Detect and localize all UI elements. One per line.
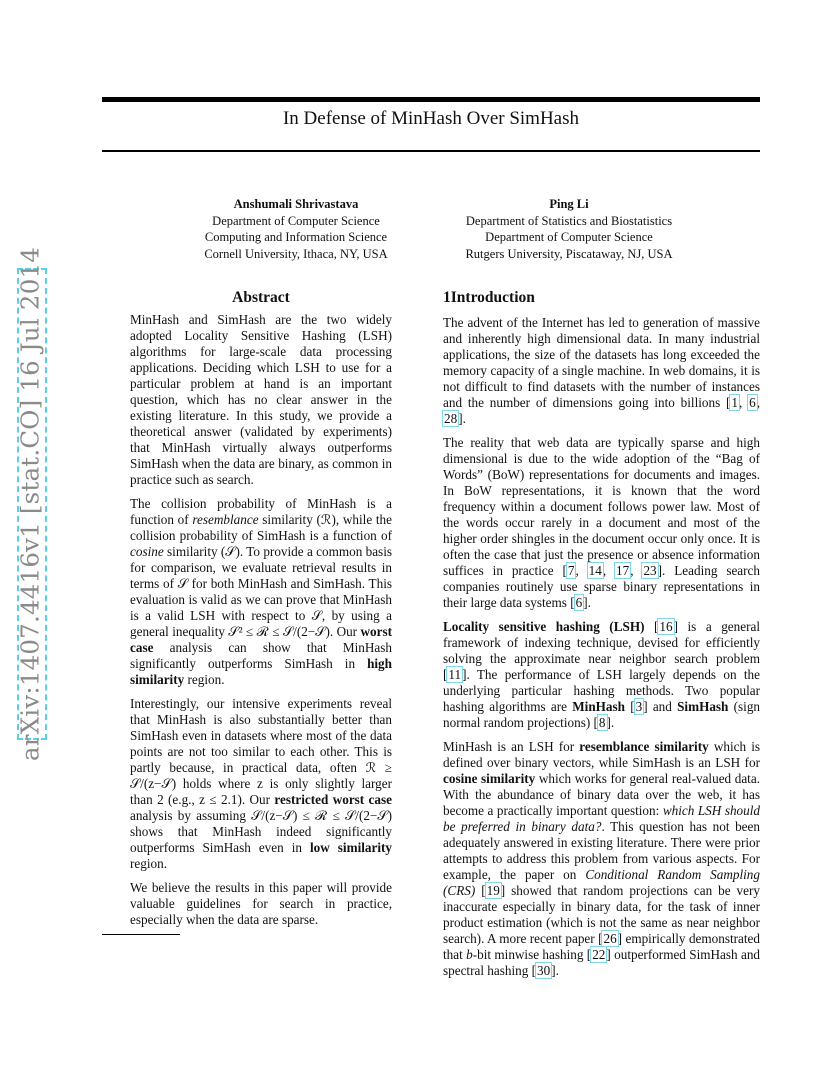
intro-paragraph bbox=[443, 435, 760, 611]
author-affiliation: Cornell University, Ithaca, NY, USA bbox=[204, 246, 388, 261]
text-run: analysis can show that MinHash significantly outperforms SimHash in bbox=[130, 640, 392, 671]
text-run: , bbox=[602, 563, 616, 578]
text-run: , bbox=[630, 563, 643, 578]
section-number: 1 bbox=[443, 289, 451, 306]
citation-link[interactable]: 17 bbox=[616, 563, 630, 578]
abstract-paragraph bbox=[130, 496, 392, 688]
text-run: which LSH should be preferred in binary data? bbox=[443, 803, 761, 834]
text-run: ]. Leading search companies routinely use sparse binary representations in their large data systems [ bbox=[443, 563, 761, 610]
text-run: cosine bbox=[130, 544, 164, 559]
abstract-paragraph bbox=[130, 696, 392, 872]
footnote-rule bbox=[102, 934, 180, 935]
citation-link[interactable]: 7 bbox=[567, 563, 575, 578]
intro-paragraph bbox=[443, 315, 760, 427]
text-run: (sign normal random projections) [ bbox=[443, 699, 761, 730]
text-run: resemblance bbox=[192, 512, 259, 527]
citation-link[interactable]: 1 bbox=[731, 395, 739, 410]
paper-title: In Defense of MinHash Over SimHash bbox=[282, 108, 580, 129]
author-affiliation: Department of Computer Science bbox=[212, 213, 380, 228]
abstract-paragraph: We believe the results in this paper will provide valuable guidelines for search in practice, especially when the data are sparse. bbox=[130, 880, 392, 927]
author-affiliation: Department of Computer Science bbox=[485, 230, 653, 244]
citation-link[interactable]: 28 bbox=[444, 411, 458, 426]
author-block-1 bbox=[152, 196, 440, 262]
citation-link[interactable]: 11 bbox=[448, 667, 462, 682]
text-run: [ bbox=[624, 699, 635, 714]
author-affiliation: Department of Statistics and Biostatistics bbox=[465, 213, 673, 228]
text-run: SimHash bbox=[677, 699, 729, 714]
section-heading bbox=[443, 290, 760, 306]
author-affiliation: Rutgers University, Piscataway, NJ, USA bbox=[465, 246, 673, 261]
text-run: Interestingly, our intensive experiments reveal that MinHash is also substantially better than SimHash even in datasets where most of the data points are not too similar to each other. This is partly because, in practical data, often ℛ ≥ 𝒮/(z−𝒮) holds where z is only slightly larger than 2 (e.g., z ≤ 2.1). Our bbox=[130, 696, 392, 807]
citation-link[interactable]: 16 bbox=[659, 619, 673, 634]
text-run: Conditional Random Sampling (CRS) bbox=[443, 867, 760, 898]
abstract-column bbox=[130, 290, 392, 936]
text-run: cosine similarity bbox=[443, 771, 536, 786]
citation-link[interactable]: 3 bbox=[635, 699, 643, 714]
text-run: The reality that web data are typically sparse and high dimensional is due to the wide adoption of the “Bag of Words” (BoW) representations for documents and images. In BoW representations, it is known that the word frequency within a document follows power law. Most of the words occur rarely in a document and most of the higher order shingles in the document occur only once. It is often the case that just the presence or absence information suffices in practice [ bbox=[443, 435, 760, 578]
text-run: MinHash is an LSH for bbox=[443, 739, 580, 754]
text-run: high similarity bbox=[130, 656, 392, 687]
introduction-column bbox=[443, 290, 760, 987]
abstract-paragraph: MinHash and SimHash are the two widely adopted Locality Sensitive Hashing (LSH) algorithms for large-scale data processing applications. Deciding which LSH to use for a particular problem at hand is an important question, which has no clear answer in the existing literature. In this study, we provide a theoretical answer (validated by experiments) that MinHash virtually always outperforms SimHash when the data are binary, as common in practice such as search. bbox=[130, 312, 392, 487]
author-name: Anshumali Shrivastava bbox=[233, 197, 359, 211]
text-run: ] empirically demonstrated that bbox=[443, 931, 760, 962]
text-run: worst case bbox=[130, 624, 392, 655]
text-run: b bbox=[466, 947, 473, 962]
text-run: ] and bbox=[643, 699, 678, 714]
text-run: , bbox=[575, 563, 588, 578]
arxiv-sidebar[interactable] bbox=[6, 246, 54, 762]
text-run: . This question has not been adequately answered in existing literature. There were prior attempts to address this problem from various aspects. For example, the paper on bbox=[443, 819, 760, 882]
citation-link[interactable]: 22 bbox=[592, 947, 606, 962]
text-run: region. bbox=[184, 672, 225, 687]
intro-paragraph bbox=[443, 739, 760, 979]
text-run: resemblance similarity bbox=[579, 739, 709, 754]
text-run: ]. bbox=[583, 595, 591, 610]
text-run: ] outperformed SimHash and spectral hashing [ bbox=[443, 947, 761, 978]
text-run: ]. bbox=[606, 715, 615, 730]
text-run: , bbox=[739, 395, 749, 410]
text-run: similarity (ℛ), while the collision probability of SimHash is a function of bbox=[130, 512, 393, 543]
text-run: The collision probability of MinHash is a function of bbox=[130, 496, 392, 527]
citation-link[interactable]: 8 bbox=[598, 715, 606, 730]
author-block-2 bbox=[430, 196, 708, 262]
citation-link[interactable]: 14 bbox=[588, 563, 602, 578]
text-run: MinHash bbox=[572, 699, 625, 714]
section-title: Introduction bbox=[450, 289, 535, 306]
text-run: ] showed that random projections can be very inaccurate especially in binary data, for the task of inner product estimation (which is not the same as near neighbor search). A more recent paper [ bbox=[443, 883, 760, 946]
text-run: analysis by assuming 𝒮/(z−𝒮) ≤ ℛ ≤ 𝒮/(2−𝒮) shows that MinHash indeed significantly outperforms SimHash even in bbox=[130, 808, 392, 855]
text-run: which is defined over binary vectors, while SimHash is an LSH for bbox=[443, 739, 761, 770]
text-run: ]. bbox=[551, 963, 559, 978]
text-run: ] is a general framework of indexing technique, devised for efficiently solving the approximate near neighbor search problem [ bbox=[443, 619, 760, 682]
text-run: Locality sensitive hashing (LSH) bbox=[443, 619, 645, 634]
citation-link[interactable]: 26 bbox=[603, 931, 617, 946]
citation-link[interactable]: 6 bbox=[749, 395, 756, 410]
intro-paragraph bbox=[443, 619, 760, 731]
citation-link[interactable]: 6 bbox=[575, 595, 583, 610]
abstract-heading: Abstract bbox=[232, 289, 290, 306]
text-run: region. bbox=[130, 856, 167, 871]
text-run: -bit minwise hashing [ bbox=[472, 947, 592, 962]
text-run: ]. bbox=[458, 411, 466, 426]
text-run: The advent of the Internet has led to generation of massive and inherently high dimensional data. In many industrial applications, the size of the datasets has long exceeded the memory capacity of a single machine. In web domains, it is not difficult to find datasets with the number of instances and the number of dimensions going into billions [ bbox=[443, 315, 760, 410]
title-bottom-rule bbox=[102, 150, 760, 152]
text-run: similarity (𝒮). To provide a common basis for comparison, we evaluate retrieval results in terms of 𝒮 for both MinHash and SimHash. This evaluation is valid as we can prove that MinHash is a valid LSH with respect to 𝒮, by using a general inequality 𝒮² ≤ ℛ ≤ 𝒮/(2−𝒮). Our bbox=[130, 544, 392, 639]
citation-link[interactable]: 23 bbox=[643, 563, 657, 578]
text-run: which works for general real-valued data. With the abundance of binary data over the web, it has become a practically important question: bbox=[443, 771, 760, 818]
arxiv-identifier: arXiv:1407.4416v1 [stat.CO] 16 Jul 2014 bbox=[15, 246, 45, 762]
author-name: Ping Li bbox=[549, 197, 589, 211]
title-top-rule bbox=[102, 97, 760, 102]
citation-link[interactable]: 30 bbox=[537, 963, 551, 978]
text-run: [ bbox=[475, 883, 486, 898]
text-run: , bbox=[756, 395, 761, 410]
text-run: [ bbox=[644, 619, 659, 634]
text-run: low similarity bbox=[310, 840, 392, 855]
text-run: restricted worst case bbox=[274, 792, 392, 807]
author-affiliation: Computing and Information Science bbox=[204, 230, 388, 244]
citation-link[interactable]: 19 bbox=[486, 883, 500, 898]
text-run: ]. The performance of LSH largely depends on the underlying particular hashing methods. Two popular hashing algorithms are bbox=[443, 667, 760, 714]
